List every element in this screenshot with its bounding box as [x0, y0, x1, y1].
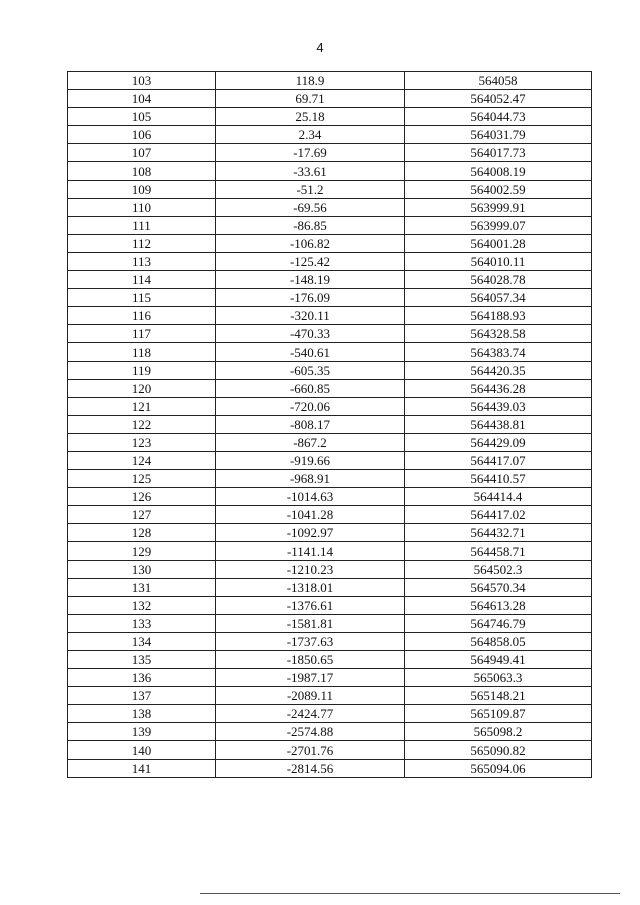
coordinates-table-body: [68, 72, 592, 778]
x-coordinate-cell: -2701.76: [216, 741, 405, 759]
y-coordinate-cell: 564057.34: [405, 289, 592, 307]
x-coordinate-cell: -1041.28: [216, 506, 405, 524]
table-row: [68, 108, 592, 126]
point-number-cell: 113: [68, 252, 216, 270]
point-number-cell: 117: [68, 325, 216, 343]
point-number-cell: 140: [68, 741, 216, 759]
y-coordinate-cell: 564410.57: [405, 470, 592, 488]
point-number-cell: 128: [68, 524, 216, 542]
x-coordinate-cell: -17.69: [216, 144, 405, 162]
point-number-cell: 105: [68, 108, 216, 126]
y-coordinate-cell: 564383.74: [405, 343, 592, 361]
table-row: [68, 651, 592, 669]
y-coordinate-cell: 564439.03: [405, 397, 592, 415]
y-coordinate-cell: 564031.79: [405, 126, 592, 144]
table-row: [68, 632, 592, 650]
y-coordinate-cell: 563999.07: [405, 216, 592, 234]
point-number-cell: 122: [68, 415, 216, 433]
x-coordinate-cell: -86.85: [216, 216, 405, 234]
y-coordinate-cell: 564417.02: [405, 506, 592, 524]
y-coordinate-cell: 565063.3: [405, 669, 592, 687]
x-coordinate-cell: -808.17: [216, 415, 405, 433]
point-number-cell: 119: [68, 361, 216, 379]
table-row: [68, 578, 592, 596]
x-coordinate-cell: -720.06: [216, 397, 405, 415]
y-coordinate-cell: 564613.28: [405, 596, 592, 614]
y-coordinate-cell: 564017.73: [405, 144, 592, 162]
table-row: [68, 560, 592, 578]
x-coordinate-cell: -148.19: [216, 271, 405, 289]
table-row: [68, 451, 592, 469]
x-coordinate-cell: -51.2: [216, 180, 405, 198]
x-coordinate-cell: -1737.63: [216, 632, 405, 650]
table-row: [68, 596, 592, 614]
table-row: [68, 126, 592, 144]
point-number-cell: 129: [68, 542, 216, 560]
point-number-cell: 127: [68, 506, 216, 524]
point-number-cell: 104: [68, 90, 216, 108]
point-number-cell: 111: [68, 216, 216, 234]
point-number-cell: 137: [68, 687, 216, 705]
point-number-cell: 108: [68, 162, 216, 180]
table-row: [68, 144, 592, 162]
page-number: 4: [316, 40, 324, 55]
point-number-cell: 125: [68, 470, 216, 488]
point-number-cell: 116: [68, 307, 216, 325]
y-coordinate-cell: 564436.28: [405, 379, 592, 397]
y-coordinate-cell: 564570.34: [405, 578, 592, 596]
y-coordinate-cell: 565094.06: [405, 759, 592, 777]
y-coordinate-cell: 564008.19: [405, 162, 592, 180]
x-coordinate-cell: -176.09: [216, 289, 405, 307]
table-row: [68, 271, 592, 289]
table-row: [68, 379, 592, 397]
y-coordinate-cell: 565090.82: [405, 741, 592, 759]
y-coordinate-cell: 564417.07: [405, 451, 592, 469]
y-coordinate-cell: 564420.35: [405, 361, 592, 379]
x-coordinate-cell: -867.2: [216, 433, 405, 451]
x-coordinate-cell: -1376.61: [216, 596, 405, 614]
table-row: [68, 289, 592, 307]
table-row: [68, 741, 592, 759]
table-row: [68, 180, 592, 198]
coordinates-table: [67, 71, 592, 778]
point-number-cell: 109: [68, 180, 216, 198]
point-number-cell: 131: [68, 578, 216, 596]
table-row: [68, 198, 592, 216]
x-coordinate-cell: -1014.63: [216, 488, 405, 506]
table-row: [68, 343, 592, 361]
x-coordinate-cell: -540.61: [216, 343, 405, 361]
point-number-cell: 112: [68, 234, 216, 252]
table-row: [68, 542, 592, 560]
point-number-cell: 123: [68, 433, 216, 451]
x-coordinate-cell: -605.35: [216, 361, 405, 379]
x-coordinate-cell: 118.9: [216, 72, 405, 90]
x-coordinate-cell: -1092.97: [216, 524, 405, 542]
y-coordinate-cell: 564058: [405, 72, 592, 90]
table-row: [68, 488, 592, 506]
table-row: [68, 361, 592, 379]
x-coordinate-cell: -1141.14: [216, 542, 405, 560]
point-number-cell: 107: [68, 144, 216, 162]
y-coordinate-cell: 564438.81: [405, 415, 592, 433]
table-row: [68, 614, 592, 632]
point-number-cell: 118: [68, 343, 216, 361]
table-row: [68, 470, 592, 488]
y-coordinate-cell: 564010.11: [405, 252, 592, 270]
point-number-cell: 115: [68, 289, 216, 307]
point-number-cell: 110: [68, 198, 216, 216]
point-number-cell: 106: [68, 126, 216, 144]
table-row: [68, 524, 592, 542]
x-coordinate-cell: -1318.01: [216, 578, 405, 596]
x-coordinate-cell: 69.71: [216, 90, 405, 108]
y-coordinate-cell: 564432.71: [405, 524, 592, 542]
x-coordinate-cell: 2.34: [216, 126, 405, 144]
x-coordinate-cell: 25.18: [216, 108, 405, 126]
y-coordinate-cell: 564458.71: [405, 542, 592, 560]
table-row: [68, 687, 592, 705]
y-coordinate-cell: 564002.59: [405, 180, 592, 198]
table-row: [68, 90, 592, 108]
y-coordinate-cell: 563999.91: [405, 198, 592, 216]
x-coordinate-cell: -2089.11: [216, 687, 405, 705]
x-coordinate-cell: -125.42: [216, 252, 405, 270]
table-row: [68, 433, 592, 451]
point-number-cell: 130: [68, 560, 216, 578]
table-row: [68, 723, 592, 741]
y-coordinate-cell: 564001.28: [405, 234, 592, 252]
x-coordinate-cell: -660.85: [216, 379, 405, 397]
point-number-cell: 114: [68, 271, 216, 289]
x-coordinate-cell: -1581.81: [216, 614, 405, 632]
x-coordinate-cell: -2574.88: [216, 723, 405, 741]
table-row: [68, 162, 592, 180]
table-row: [68, 325, 592, 343]
point-number-cell: 126: [68, 488, 216, 506]
y-coordinate-cell: 564858.05: [405, 632, 592, 650]
y-coordinate-cell: 565109.87: [405, 705, 592, 723]
page-bottom-line: [200, 893, 620, 894]
x-coordinate-cell: -1850.65: [216, 651, 405, 669]
table-row: [68, 72, 592, 90]
table-row: [68, 307, 592, 325]
x-coordinate-cell: -69.56: [216, 198, 405, 216]
point-number-cell: 136: [68, 669, 216, 687]
table-row: [68, 705, 592, 723]
x-coordinate-cell: -2814.56: [216, 759, 405, 777]
table-row: [68, 415, 592, 433]
y-coordinate-cell: 565098.2: [405, 723, 592, 741]
point-number-cell: 121: [68, 397, 216, 415]
point-number-cell: 139: [68, 723, 216, 741]
point-number-cell: 132: [68, 596, 216, 614]
point-number-cell: 138: [68, 705, 216, 723]
x-coordinate-cell: -33.61: [216, 162, 405, 180]
x-coordinate-cell: -968.91: [216, 470, 405, 488]
x-coordinate-cell: -919.66: [216, 451, 405, 469]
y-coordinate-cell: 564188.93: [405, 307, 592, 325]
point-number-cell: 135: [68, 651, 216, 669]
table-row: [68, 506, 592, 524]
y-coordinate-cell: 564052.47: [405, 90, 592, 108]
point-number-cell: 133: [68, 614, 216, 632]
y-coordinate-cell: 564028.78: [405, 271, 592, 289]
point-number-cell: 120: [68, 379, 216, 397]
x-coordinate-cell: -1987.17: [216, 669, 405, 687]
table-row: [68, 216, 592, 234]
y-coordinate-cell: 564044.73: [405, 108, 592, 126]
table-row: [68, 759, 592, 777]
y-coordinate-cell: 564746.79: [405, 614, 592, 632]
y-coordinate-cell: 565148.21: [405, 687, 592, 705]
point-number-cell: 141: [68, 759, 216, 777]
x-coordinate-cell: -1210.23: [216, 560, 405, 578]
point-number-cell: 134: [68, 632, 216, 650]
y-coordinate-cell: 564328.58: [405, 325, 592, 343]
table-row: [68, 397, 592, 415]
point-number-cell: 124: [68, 451, 216, 469]
table-row: [68, 252, 592, 270]
y-coordinate-cell: 564414.4: [405, 488, 592, 506]
table-row: [68, 234, 592, 252]
y-coordinate-cell: 564429.09: [405, 433, 592, 451]
x-coordinate-cell: -106.82: [216, 234, 405, 252]
table-row: [68, 669, 592, 687]
x-coordinate-cell: -2424.77: [216, 705, 405, 723]
y-coordinate-cell: 564502.3: [405, 560, 592, 578]
point-number-cell: 103: [68, 72, 216, 90]
x-coordinate-cell: -470.33: [216, 325, 405, 343]
y-coordinate-cell: 564949.41: [405, 651, 592, 669]
x-coordinate-cell: -320.11: [216, 307, 405, 325]
